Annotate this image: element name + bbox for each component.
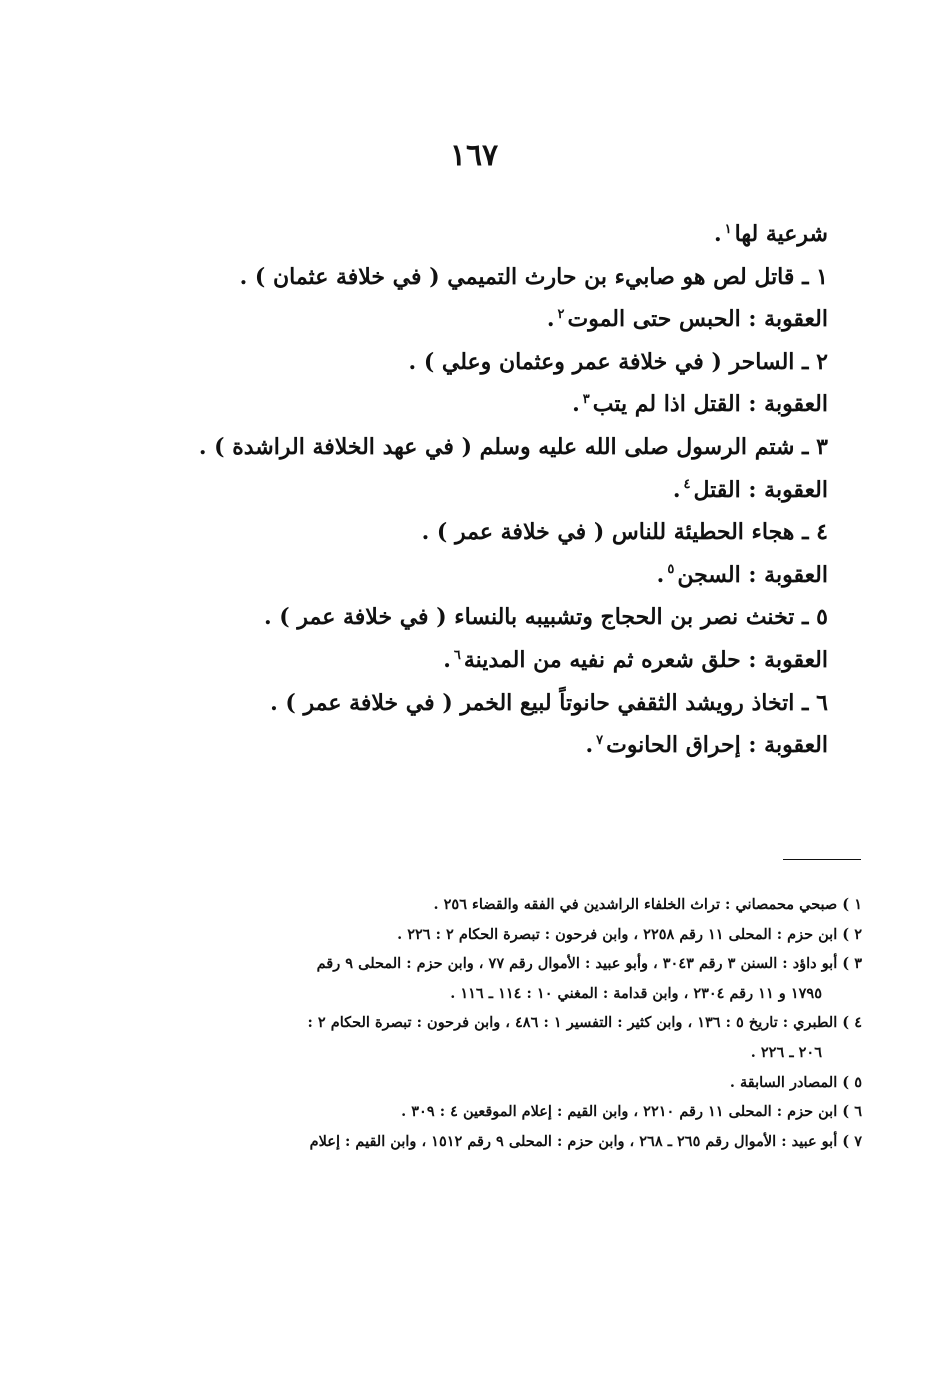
footnote-7: ٧ ) أبو عبيد : الأموال رقم ٢٦٥ ـ ٢٦٨ ، وابن حزم : المحلى ٩ رقم ١٥١٢ ، وابن القيم : إعلام	[309, 1132, 862, 1150]
footnote-2: ٢ ) ابن حزم : المحلى ١١ رقم ٢٢٥٨ ، وابن فرحون : تبصرة الحكام ٢ : ٢٢٦ .	[397, 925, 862, 943]
line-end: .	[443, 646, 451, 673]
footnote-ref[interactable]: ٢	[557, 306, 565, 322]
case-2	[108, 341, 828, 384]
case-6	[108, 682, 828, 725]
line-text: ١ ـ قاتل لص هو صابيء بن حارث التميمي ( في خلافة عثمان ) .	[239, 263, 828, 290]
footnote-4: ٤ ) الطبري : تاريخ ٥ : ١٣٦ ، وابن كثير : التفسير ١ : ٤٨٦ ، وابن فرحون : تبصرة الحكام ٢ :	[307, 1014, 862, 1032]
line-end: .	[656, 561, 665, 588]
footnote-5: ٥ ) المصادر السابقة .	[729, 1073, 862, 1091]
line-text: العقوبة : السجن	[677, 561, 828, 588]
case-3	[108, 426, 828, 469]
footnote-ref[interactable]: ٧	[596, 732, 604, 748]
footnote-ref[interactable]: ٦	[453, 647, 461, 663]
line-text: ٤ ـ هجاء الحطيئة للناس ( في خلافة عمر ) .	[421, 519, 828, 546]
penalty-1	[108, 298, 828, 341]
line-text: العقوبة : حلق شعره ثم نفيه من المدينة	[463, 646, 828, 673]
case-1	[108, 256, 828, 299]
line-text: شرعية لها	[734, 221, 828, 247]
line-text: ٢ ـ الساحر ( في خلافة عمر وعثمان وعلي ) .	[408, 348, 828, 375]
footnote-ref[interactable]: ٤	[683, 477, 691, 493]
case-5	[108, 596, 828, 639]
line-text: العقوبة : القتل اذا لم يتب	[592, 391, 828, 418]
main-text	[108, 213, 828, 767]
line-text: ٦ ـ اتخاذ رويشد الثقفي حانوتاً لبيع الخمر ( في خلافة عمر ) .	[270, 689, 828, 716]
footnote-1: ١ ) صبحي محمصاني : تراث الخلفاء الراشدين في الفقه والقضاء ٢٥٦ .	[433, 896, 862, 913]
footnote-4-continued: ٢٠٦ ـ ٢٢٦ .	[750, 1043, 822, 1061]
line-end: .	[585, 732, 594, 759]
line-end: .	[714, 221, 722, 247]
footnote-3-continued: ١٧٩٥ و ١١ رقم ٢٣٠٤ ، وابن قدامة : المغني ١٠ : ١١٤ ـ ١١٦ .	[450, 984, 822, 1002]
line-text: العقوبة : إحراق الحانوت	[606, 732, 828, 759]
penalty-4	[108, 554, 828, 597]
footnote-ref[interactable]: ١	[724, 221, 732, 237]
line-text: العقوبة : القتل	[693, 476, 828, 503]
penalty-3	[108, 469, 828, 512]
intro-line	[108, 213, 828, 256]
penalty-2	[108, 383, 828, 426]
line-end: .	[572, 391, 580, 418]
case-4	[108, 511, 828, 554]
line-text: العقوبة : الحبس حتى الموت	[567, 306, 828, 333]
line-text: ٣ ـ شتم الرسول صلى الله عليه وسلم ( في عهد الخلافة الراشدة ) .	[198, 433, 828, 460]
line-end: .	[672, 476, 681, 503]
footnote-separator	[783, 859, 861, 860]
footnote-6: ٦ ) ابن حزم : المحلى ١١ رقم ٢٢١٠ ، وابن القيم : إعلام الموقعين ٤ : ٣٠٩ .	[401, 1103, 862, 1121]
line-text: ٥ ـ تخنث نصر بن الحجاج وتشبيبه بالنساء ( في خلافة عمر ) .	[263, 604, 828, 631]
footnote-3: ٣ ) أبو داؤد : السنن ٣ رقم ٣٠٤٣ ، وأبو عبيد : الأموال رقم ٧٧ ، وابن حزم : المحلى ٩ رقم	[316, 955, 862, 973]
footnote-ref[interactable]: ٣	[582, 392, 590, 408]
penalty-5	[108, 639, 828, 682]
penalty-6	[108, 724, 828, 767]
footnotes	[182, 890, 862, 1156]
footnote-ref[interactable]: ٥	[667, 562, 675, 578]
line-end: .	[546, 306, 555, 333]
page-number: ١٦٧	[449, 138, 499, 173]
